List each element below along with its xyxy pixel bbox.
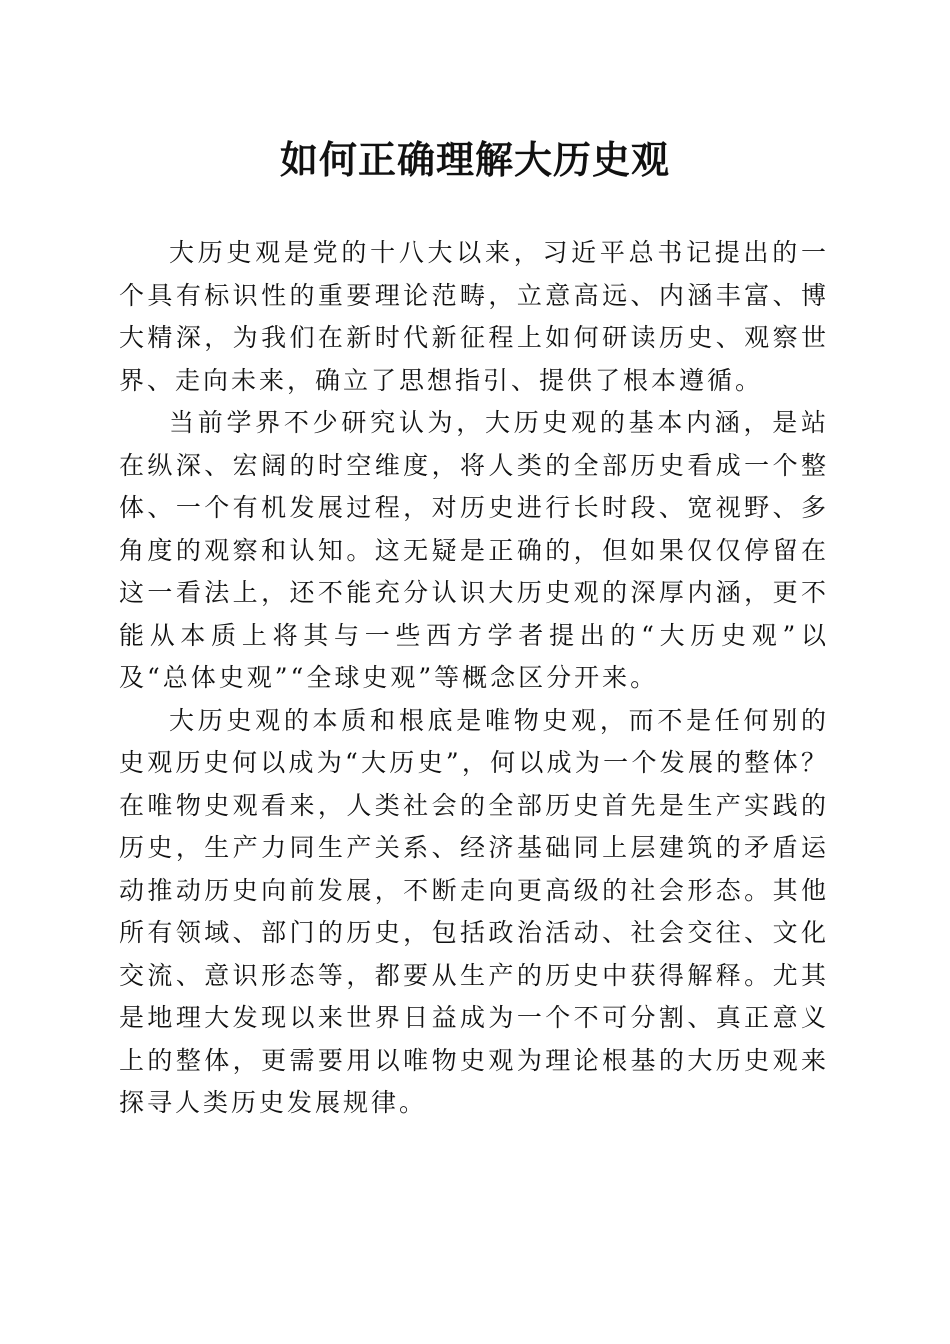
document-body	[119, 232, 829, 1125]
paragraph-1: 大历史观是党的十八大以来，习近平总书记提出的一个具有标识性的重要理论范畴，立意高远、内涵丰富、博大精深，为我们在新时代新征程上如何研读历史、观察世界、走向未来，确立了思想指引、提供了根本遵循。	[119, 238, 829, 395]
paragraph-2: 当前学界不少研究认为，大历史观的基本内涵，是站在纵深、宏阔的时空维度，将人类的全部历史看成一个整体、一个有机发展过程，对历史进行长时段、宽视野、多角度的观察和认知。这无疑是正确的，但如果仅仅停留在这一看法上，还不能充分认识大历史观的深厚内涵，更不能从本质上将其与一些西方学者提出的“大历史观”以及“总体史观”“全球史观”等概念区分开来。	[119, 408, 829, 692]
document-title: 如何正确理解大历史观	[279, 137, 670, 182]
paragraph-3: 大历史观的本质和根底是唯物史观，而不是任何别的史观历史何以成为“大历史”，何以成为一个发展的整体？在唯物史观看来，人类社会的全部历史首先是生产实践的历史，生产力同生产关系、经济基础同上层建筑的矛盾运动推动历史向前发展，不断走向更高级的社会形态。其他所有领域、部门的历史，包括政治活动、社会交往、文化交流、意识形态等，都要从生产的历史中获得解释。尤其是地理大发现以来世界日益成为一个不可分割、真正意义上的整体，更需要用以唯物史观为理论根基的大历史观来探寻人类历史发展规律。	[119, 705, 829, 1117]
